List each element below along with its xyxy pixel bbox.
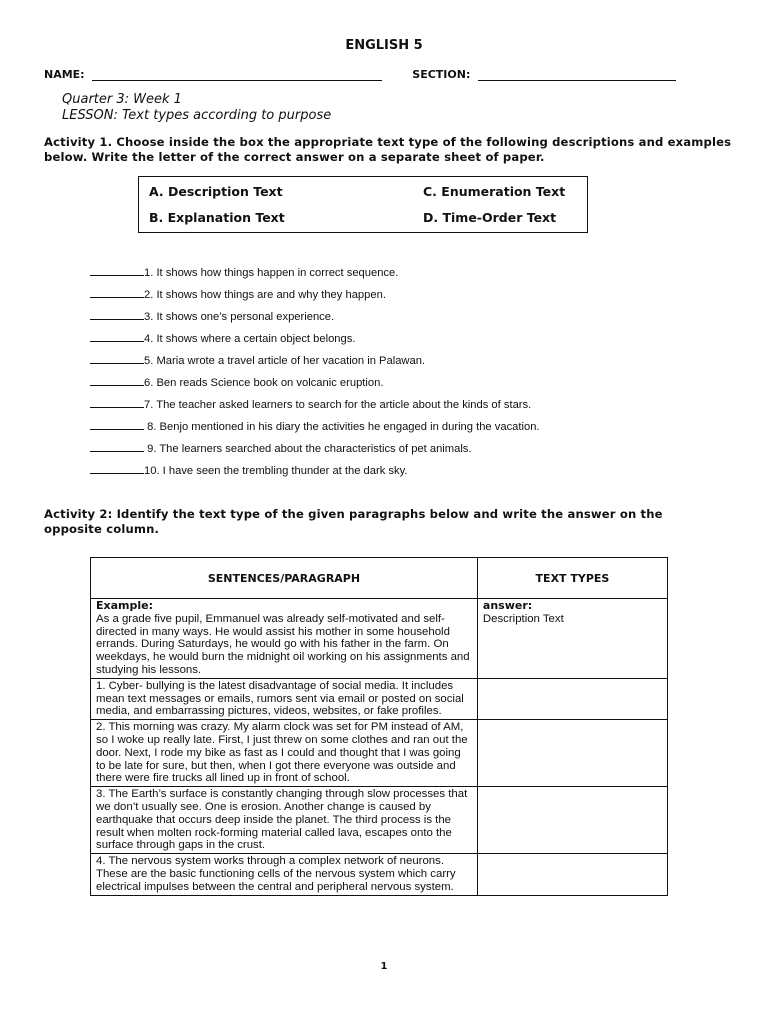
answer-blank xyxy=(90,461,144,474)
list-item: 2. It shows how things are and why they happen. xyxy=(90,285,540,307)
list-item: 6. Ben reads Science book on volcanic eruption. xyxy=(90,373,540,395)
paragraph-cell: 4. The nervous system works through a complex network of neurons. These are the basic functioning cells of the nervous system which carry electrical impulses between the central and peripheral nervous system. xyxy=(91,854,478,895)
table-header-row xyxy=(91,558,668,599)
paragraph-cell: 3. The Earth’s surface is constantly changing through slow processes that we don’t usually see. One is erosion. Another change is caused by earthquake that occurs deep inside the planet. The third process is the result when molten rock-forming material called lava, escapes onto the surface through gaps in the crust. xyxy=(91,787,478,854)
table-row xyxy=(91,787,668,854)
name-field xyxy=(92,68,382,81)
answer-cell xyxy=(477,787,667,854)
lesson-title: LESSON: Text types according to purpose xyxy=(62,108,332,123)
list-item: 4. It shows where a certain object belongs. xyxy=(90,329,540,351)
answer-blank xyxy=(90,307,144,320)
page-number: 1 xyxy=(380,961,388,972)
answer-blank xyxy=(90,417,144,430)
quarter-week: Quarter 3: Week 1 xyxy=(62,92,182,107)
choice-c: C. Enumeration Text xyxy=(423,184,566,199)
list-item: 5. Maria wrote a travel article of her vacation in Palawan. xyxy=(90,351,540,373)
column-header-sentences: SENTENCES/PARAGRAPH xyxy=(91,558,478,599)
list-item: 1. It shows how things happen in correct sequence. xyxy=(90,263,540,285)
answer-label: answer: xyxy=(482,599,533,612)
example-paragraph: As a grade five pupil, Emmanuel was already self-motivated and self-directed in many ways. He would assist his mother in some household errands. During Saturdays, he would go with his father in the farm. On weekdays, he would burn the midnight oil working on his assignments and studying his lessons. xyxy=(96,612,470,676)
student-info-row xyxy=(44,68,676,81)
paragraph-cell: 1. Cyber- bullying is the latest disadvantage of social media. It includes mean text messages or emails, rumors sent via email or posted on social media, and embarrassing pictures, videos, websites, or fake profiles. xyxy=(91,678,478,719)
list-item: 8. Benjo mentioned in his diary the activities he engaged in during the vacation. xyxy=(90,417,540,439)
table-row xyxy=(91,720,668,787)
activity-1-items xyxy=(90,263,540,483)
column-header-text-types: TEXT TYPES xyxy=(477,558,667,599)
answer-cell xyxy=(477,854,667,895)
answer-cell xyxy=(477,678,667,719)
section-label: SECTION: xyxy=(412,68,471,81)
text-types-table xyxy=(90,557,668,896)
table-row-example xyxy=(91,599,668,679)
paragraph-cell: 2. This morning was crazy. My alarm clock was set for PM instead of AM, so I woke up really late. First, I just threw on some clothes and ran out the door. Next, I rode my bike as fast as I could and thought that I was going to be late for sure, but then, when I got there everyone was outside and there were fire trucks all lined up in front of school. xyxy=(91,720,478,787)
page-title: ENGLISH 5 xyxy=(345,38,423,53)
list-item: 7. The teacher asked learners to search for the article about the kinds of stars. xyxy=(90,395,540,417)
answer-cell xyxy=(477,720,667,787)
answer-blank xyxy=(90,351,144,364)
answer-blank xyxy=(90,285,144,298)
list-item: 3. It shows one’s personal experience. xyxy=(90,307,540,329)
answer-blank xyxy=(90,373,144,386)
activity-2-instructions: Activity 2: Identify the text type of the given paragraphs below and write the answer on the opposite column. xyxy=(44,507,663,536)
example-answer-cell xyxy=(477,599,667,679)
answer-blank xyxy=(90,329,144,342)
choice-d: D. Time-Order Text xyxy=(423,210,557,225)
answer-blank xyxy=(90,263,144,276)
table-row xyxy=(91,854,668,895)
choice-b: B. Explanation Text xyxy=(149,210,285,225)
example-paragraph-cell xyxy=(91,599,478,679)
name-label: NAME: xyxy=(44,68,85,81)
list-item: 9. The learners searched about the characteristics of pet animals. xyxy=(90,439,540,461)
table-row xyxy=(91,678,668,719)
answer-blank xyxy=(90,439,144,452)
example-label: Example: xyxy=(96,599,153,612)
section-field xyxy=(478,68,676,81)
list-item: 10. I have seen the trembling thunder at the dark sky. xyxy=(90,461,540,483)
activity-1-instructions: Activity 1. Choose inside the box the appropriate text type of the following descriptions and examples below. Write the letter of the correct answer on a separate sheet of paper. xyxy=(44,135,732,164)
example-answer: Description Text xyxy=(482,612,564,625)
choice-a: A. Description Text xyxy=(149,184,283,199)
lesson-info xyxy=(62,92,331,124)
choices-box xyxy=(138,176,588,233)
answer-blank xyxy=(90,395,144,408)
